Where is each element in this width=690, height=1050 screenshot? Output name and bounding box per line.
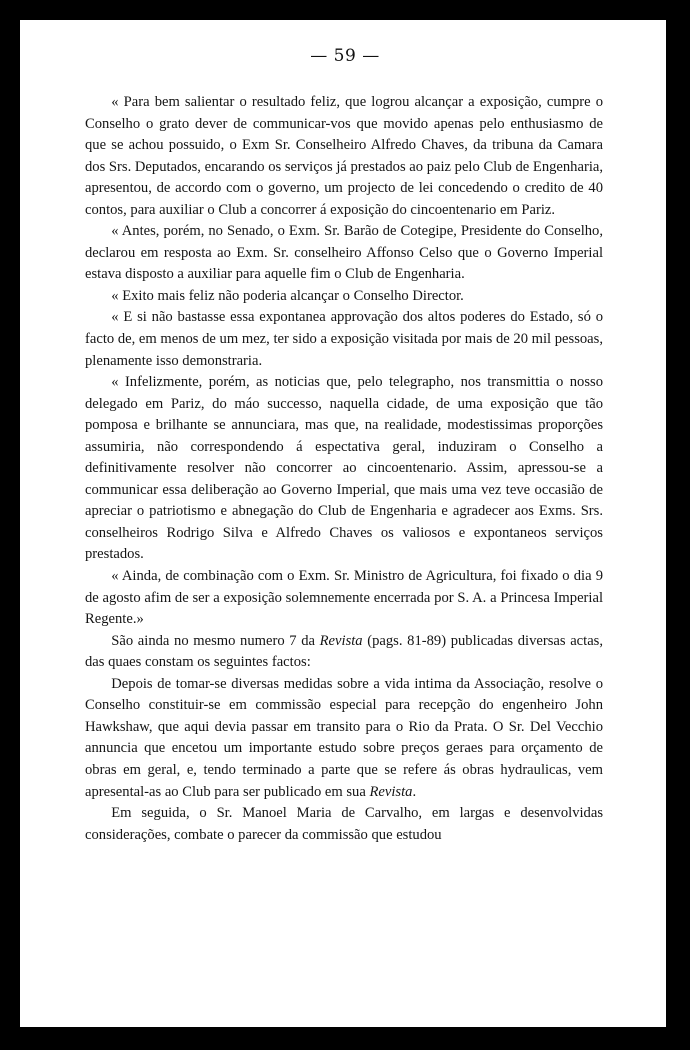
associacao-text-a: Depois de tomar-se diversas medidas sobre a vida intima da Associação, resolve o Conselho constituir-se em commissão especial para recepção do engenheiro John Hawkshaw, que aqui devia passar em transito para o Rio da Prata. O Sr. Del Vecchio annuncia que encetou um importante estudo sobre preços geraes para orçamento de obras em geral, e, tendo terminado a parte que se refere ás obras hydraulicas, vem apresental-as ao Club para ser publicado em sua bbox=[85, 675, 603, 800]
revista-actas-text-a: São ainda no mesmo numero 7 da bbox=[111, 632, 320, 649]
paragraph-senado: « Antes, porém, no Senado, o Exm. Sr. Barão de Cotegipe, Presidente do Conselho, declarou em resposta ao Exm. Sr. conselheiro Affonso Celso que o Governo Imperial estava disposto a auxiliar para aquelle fim o Club de Engenharia. bbox=[85, 223, 603, 283]
revista-actas-text-b: (pags. 81-89) publicadas diversas actas, das quaes constam os seguintes factos: bbox=[85, 632, 604, 671]
body-text bbox=[85, 92, 603, 846]
paragraph-resultado: « Para bem salientar o resultado feliz, que logrou alcançar a exposição, cumpre o Conselho o grato dever de communicar-vos que movido apenas pelo enthusiasmo de que se achou possuido, o Exm Sr. Conselheiro Alfredo Chaves, da tribuna da Camara dos Srs. Deputados, encarando os serviços já prestados ao paiz pelo Club de Engenharia, apresentou, de accordo com o governo, um projecto de lei concedendo o credito de 40 contos, para auxiliar o Club a concorrer á exposição do cincoentenario em Pariz. bbox=[85, 94, 603, 218]
paragraph-approvacao: « E si não bastasse essa expontanea approvação dos altos poderes do Estado, só o facto de, em menos de um mez, ter sido a exposição visitada por mais de 20 mil pessoas, plenamente isso demonstraria. bbox=[85, 309, 603, 369]
revista-title-2: Revista bbox=[369, 783, 413, 800]
paragraph-associacao bbox=[85, 674, 603, 803]
paragraph-exito: « Exito mais feliz não poderia alcançar o Conselho Director. bbox=[111, 287, 464, 304]
paragraph-infelizmente: « Infelizmente, porém, as noticias que, pelo telegrapho, nos transmittia o nosso delegado em Pariz, do máo successo, naquella cidade, de uma exposição que tão pomposa e brilhante se annunciara, mas que, na realidade, modestissimas proporções assumiria, não correspondendo á espectativa geral, induziram o Conselho a definitivamente resolver não concorrer ao cincoentenario. Assim, apressou-se a communicar essa deliberação ao Governo Imperial, que mais uma vez teve occasião de apreciar o patriotismo e abnegação do Club de Engenharia e agradecer aos Exms. Srs. conselheiros Rodrigo Silva e Alfredo Chaves os valiosos e expontaneos serviços prestados. bbox=[85, 374, 603, 563]
associacao-text-b: . bbox=[412, 783, 417, 800]
paragraph-carvalho: Em seguida, o Sr. Manoel Maria de Carvalho, em largas e desenvolvidas considerações, combate o parecer da commissão que estudou bbox=[85, 805, 603, 843]
paragraph-revista-actas bbox=[85, 631, 603, 674]
revista-title: Revista bbox=[319, 632, 363, 649]
paragraph-encerramento: « Ainda, de combinação com o Exm. Sr. Ministro de Agricultura, foi fixado o dia 9 de agosto afim de ser a exposição solemnemente encerrada por S. A. a Princesa Imperial Regente.» bbox=[85, 568, 603, 628]
page-number: — 59 — bbox=[310, 46, 380, 66]
